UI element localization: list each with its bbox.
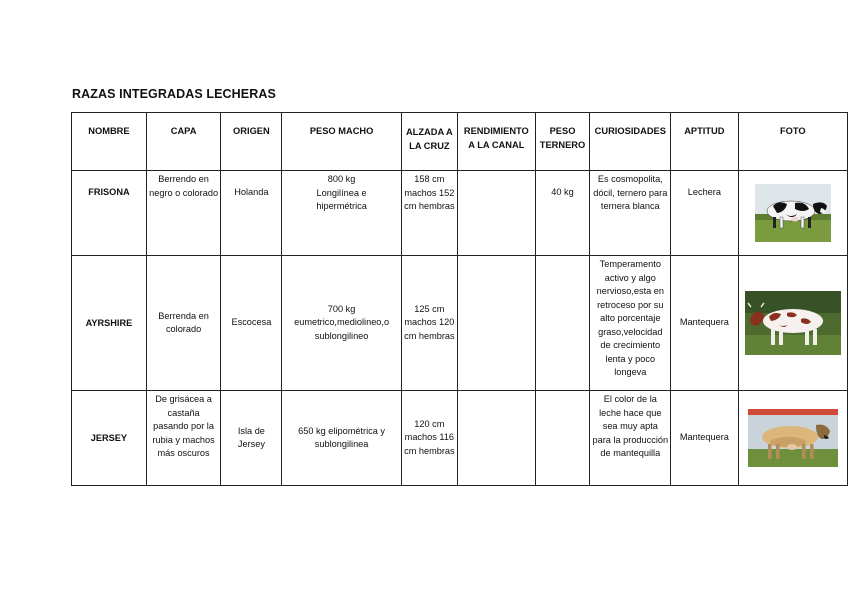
header-rendimiento: RENDIMIENTO A LA CANAL: [458, 113, 536, 171]
breed-peso-ternero: [535, 256, 590, 391]
page-title: RAZAS INTEGRADAS LECHERAS: [72, 87, 276, 101]
breed-aptitud: Lechera: [671, 171, 738, 256]
header-origen: ORIGEN: [221, 113, 282, 171]
header-capa: CAPA: [146, 113, 220, 171]
breed-peso-ternero: [535, 391, 590, 486]
table-row: [72, 171, 848, 256]
holstein-cow-photo: [755, 184, 831, 242]
breeds-table: [71, 112, 848, 486]
breed-rendimiento: [458, 391, 536, 486]
breed-curiosidades: Temperamento activo y algo nervioso,esta en retroceso por su alto porcentaje graso,velocidad de crecimiento lenta y poco longeva: [590, 256, 671, 391]
table-row: [72, 256, 848, 391]
breed-name: JERSEY: [72, 391, 147, 486]
breed-foto: [738, 391, 847, 486]
header-aptitud: APTITUD: [671, 113, 738, 171]
breed-aptitud: Mantequera: [671, 391, 738, 486]
breed-alzada: 120 cm machos 116 cm hembras: [401, 391, 457, 486]
breed-foto: [738, 171, 847, 256]
breed-name: AYRSHIRE: [72, 256, 147, 391]
header-alzada: ALZADA A LA CRUZ: [401, 113, 457, 171]
breed-aptitud: Mantequera: [671, 256, 738, 391]
breed-origen: Holanda: [221, 171, 282, 256]
ayrshire-cow-photo: [745, 291, 841, 355]
breed-alzada: 125 cm machos 120 cm hembras: [401, 256, 457, 391]
breed-alzada: 158 cm machos 152 cm hembras: [401, 171, 457, 256]
breed-peso-ternero: 40 kg: [535, 171, 590, 256]
breed-origen: Isla de Jersey: [221, 391, 282, 486]
breed-rendimiento: [458, 256, 536, 391]
breed-foto: [738, 256, 847, 391]
breed-peso-macho: 650 kg elipométrica y sublongilinea: [282, 391, 401, 486]
header-nombre: NOMBRE: [72, 113, 147, 171]
header-peso-ternero: PESO TERNERO: [535, 113, 590, 171]
header-row: [72, 113, 848, 171]
breed-curiosidades: Es cosmopolita, dócil, ternero para ternera blanca: [590, 171, 671, 256]
breed-capa: Berrenda en colorado: [146, 256, 220, 391]
breed-capa: Berrendo en negro o colorado: [146, 171, 220, 256]
breed-peso-macho: 700 kg eumetrico,mediolineo,o sublongilineo: [282, 256, 401, 391]
table-row: [72, 391, 848, 486]
header-foto: FOTO: [738, 113, 847, 171]
breed-origen: Escocesa: [221, 256, 282, 391]
breed-capa: De grisácea a castaña pasando por la rubia y machos más oscuros: [146, 391, 220, 486]
breed-name: FRISONA: [72, 171, 147, 256]
breed-curiosidades: El color de la leche hace que sea muy apta para la producción de mantequilla: [590, 391, 671, 486]
header-peso-macho: PESO MACHO: [282, 113, 401, 171]
jersey-cow-photo: [748, 409, 838, 467]
breed-rendimiento: [458, 171, 536, 256]
header-curiosidades: CURIOSIDADES: [590, 113, 671, 171]
breed-peso-macho: 800 kg Longilínea e hipermétrica: [282, 171, 401, 256]
